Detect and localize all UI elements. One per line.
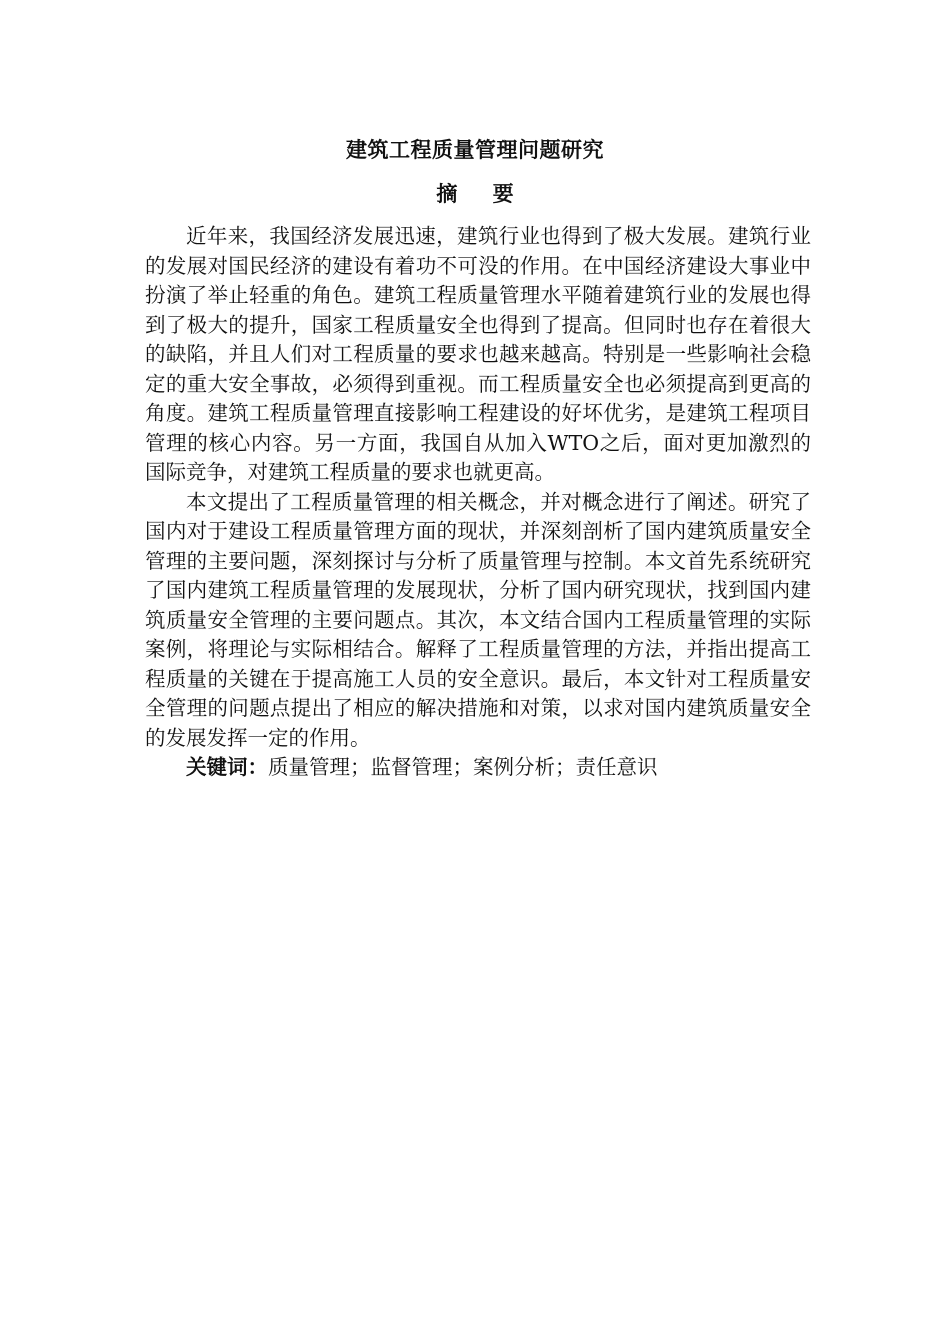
- abstract-paragraph-1: 近年来，我国经济发展迅速，建筑行业也得到了极大发展。建筑行业的发展对国民经济的建设有着功不可没的作用。在中国经济建设大事业中扮演了举止轻重的角色。建筑工程质量管理水平随着建筑行业的发展也得到了极大的提升，国家工程质量安全也得到了提高。但同时也存在着很大的缺陷，并且人们对工程质量的要求也越来越高。特别是一些影响社会稳定的重大安全事故，必须得到重视。而工程质量安全也必须提高到更高的角度。建筑工程质量管理直接影响工程建设的好坏优劣，是建筑工程项目管理的核心内容。另一方面，我国自从加入WTO之后，面对更加激烈的国际竞争，对建筑工程质量的要求也就更高。: [145, 224, 811, 484]
- document-title: 建筑工程质量管理问题研究: [346, 138, 604, 162]
- abstract-paragraph-2: 本文提出了工程质量管理的相关概念，并对概念进行了阐述。研究了国内对于建设工程质量管理方面的现状，并深刻剖析了国内建筑质量安全管理的主要问题，深刻探讨与分析了质量管理与控制。本文首先系统研究了国内建筑工程质量管理的发展现状，分析了国内研究现状，找到国内建筑质量安全管理的主要问题点。其次，本文结合国内工程质量管理的实际案例，将理论与实际相结合。解释了工程质量管理的方法，并指出提高工程质量的关键在于提高施工人员的安全意识。最后，本文针对工程质量安全管理的问题点提出了相应的解决措施和对策，以求对国内建筑质量安全的发展发挥一定的作用。: [145, 489, 811, 750]
- abstract-body: [145, 222, 811, 783]
- keywords-value: 质量管理；监督管理；案例分析；责任意识: [268, 755, 658, 779]
- abstract-heading: 摘 要: [436, 182, 528, 206]
- keywords-label: 关键词：: [186, 755, 268, 779]
- keywords-line: [145, 753, 811, 783]
